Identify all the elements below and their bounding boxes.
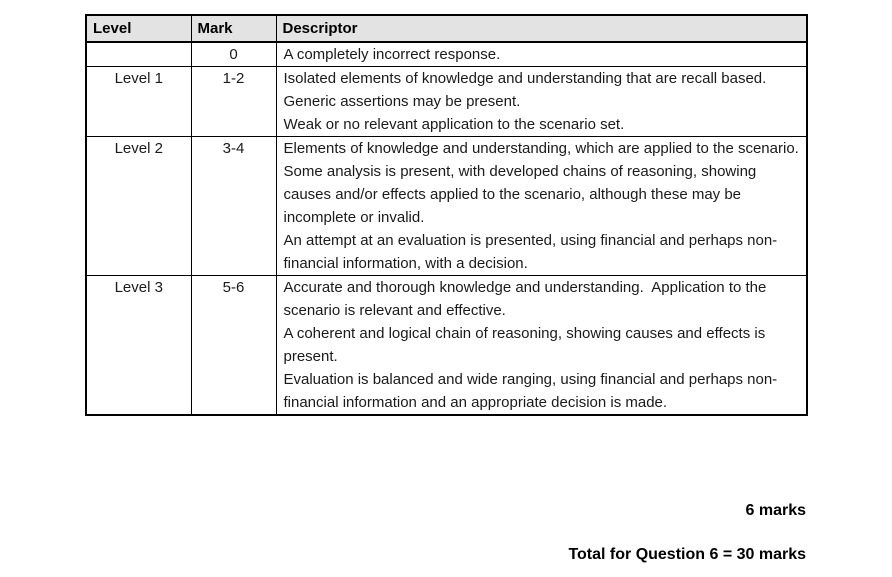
descriptor-paragraph: Weak or no relevant application to the scenario set.: [283, 116, 625, 133]
mark-cell: 1-2: [191, 67, 276, 137]
descriptor-cell: [276, 42, 807, 67]
table-row: [86, 67, 807, 137]
header-mark: Mark: [191, 15, 276, 42]
header-row: [86, 15, 807, 42]
descriptor-paragraph: Elements of knowledge and understanding, which are applied to the scenario.: [283, 140, 799, 157]
table-row: [86, 137, 807, 276]
descriptor-paragraph: Generic assertions may be present.: [283, 93, 521, 110]
descriptor-cell: [276, 137, 807, 276]
table-row: [86, 276, 807, 416]
descriptor-paragraph: An attempt at an evaluation is presented, using financial and perhaps non-financial information, with a decision.: [283, 232, 778, 272]
header-level: Level: [86, 15, 191, 42]
descriptor-paragraph: Isolated elements of knowledge and understanding that are recall based.: [283, 70, 767, 87]
descriptor-paragraph: A coherent and logical chain of reasoning, showing causes and effects is present.: [283, 325, 770, 365]
mark-scheme-section: [85, 14, 808, 416]
mark-cell: 5-6: [191, 276, 276, 416]
mark-cell: 0: [191, 42, 276, 67]
level-cell: Level 2: [86, 137, 191, 276]
question-marks: 6 marks: [745, 502, 806, 519]
descriptor-paragraph: Evaluation is balanced and wide ranging, using financial and perhaps non-financial information and an appropriate decision is made.: [283, 371, 778, 411]
descriptor-cell: [276, 276, 807, 416]
header-descriptor: Descriptor: [276, 15, 807, 42]
level-cell: Level 1: [86, 67, 191, 137]
mark-cell: 3-4: [191, 137, 276, 276]
descriptor-paragraph: Accurate and thorough knowledge and understanding. Application to the scenario is relevant and effective.: [283, 279, 771, 319]
descriptor-cell: [276, 67, 807, 137]
level-cell: [86, 42, 191, 67]
descriptor-paragraph: Some analysis is present, with developed chains of reasoning, showing causes and/or effects applied to the scenario, although these may be incomplete or invalid.: [283, 163, 761, 226]
question-total: Total for Question 6 = 30 marks: [568, 546, 806, 563]
table-row: [86, 42, 807, 67]
descriptor-paragraph: A completely incorrect response.: [283, 46, 501, 63]
level-cell: Level 3: [86, 276, 191, 416]
mark-scheme-table: [85, 14, 808, 416]
